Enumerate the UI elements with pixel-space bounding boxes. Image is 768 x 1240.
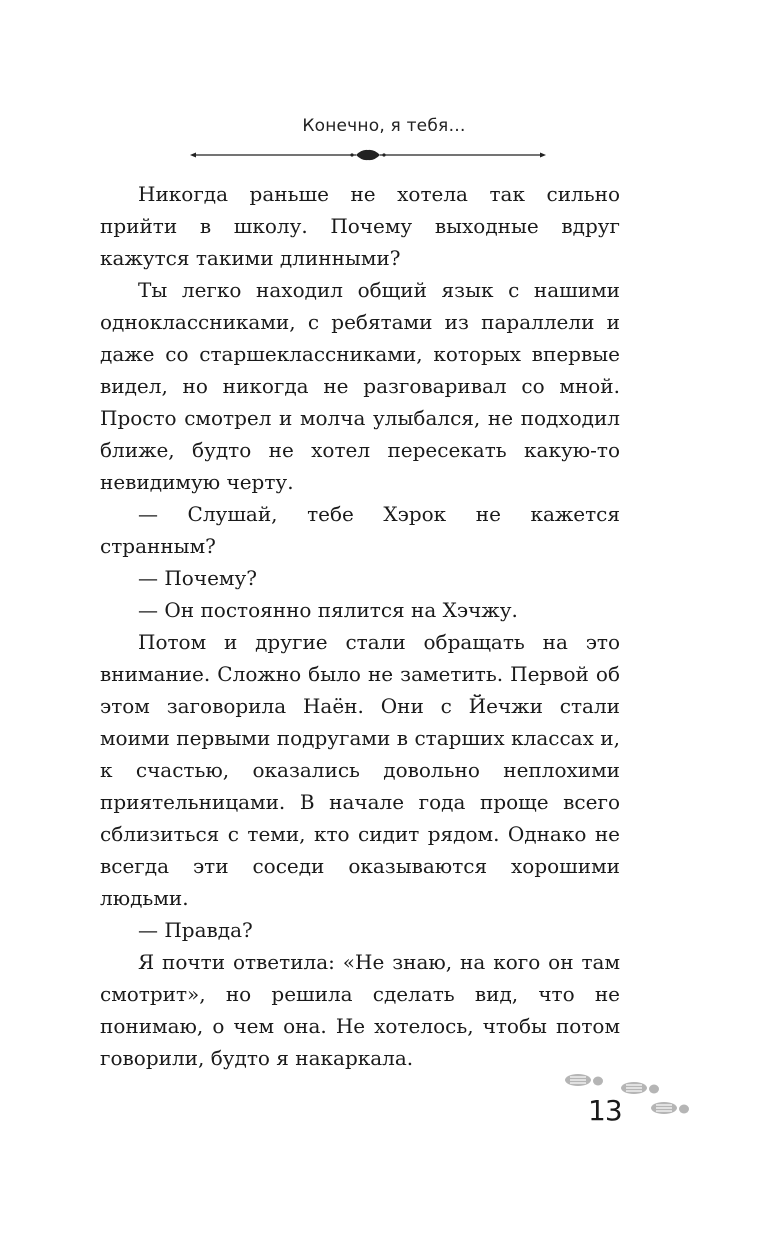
dialogue-line: — Правда? xyxy=(138,918,253,942)
running-header: Конечно, я тебя… xyxy=(302,116,466,136)
paragraph: Потом и другие стали обращать на это внимание. Сложно было не заметить. Первой об этом заговорила Наён. Они с Йечжи стали моими первыми подругами в старших классах и, к счастью, оказались довольно неплохими приятельницами. В начале года проще всего сблизиться с теми, кто сидит рядом. Однако не всегда эти соседи оказываются хорошими людьми. xyxy=(100,630,620,910)
paragraph: Никогда раньше не хотела так сильно прийти в школу. Почему выходные вдруг кажутся такими длинными? xyxy=(100,182,620,270)
paragraph: Ты легко находил общий язык с нашими одноклассниками, с ребятами из параллели и даже со старшеклассниками, которых впервые видел, но никогда не разговаривал со мной. Просто смотрел и молча улыбался, не подходил ближе, будто не хотел пересекать какую-то невидимую черту. xyxy=(100,278,620,494)
paragraph: Я почти ответила: «Не знаю, на кого он там смотрит», но решила сделать вид, что не понимаю, о чем она. Не хотелось, чтобы потом говорили, будто я накаркала. xyxy=(100,950,620,1070)
page-number: 13 xyxy=(588,1094,622,1127)
dialogue-line: — Он постоянно пялится на Хэчжу. xyxy=(138,598,518,622)
header-ornament-divider xyxy=(188,146,548,164)
dialogue-line: — Слушай, тебе Хэрок не кажется странным? xyxy=(100,502,620,558)
book-text-body xyxy=(100,178,620,1074)
dialogue-line: — Почему? xyxy=(138,566,257,590)
footprints-decoration xyxy=(560,1070,700,1130)
